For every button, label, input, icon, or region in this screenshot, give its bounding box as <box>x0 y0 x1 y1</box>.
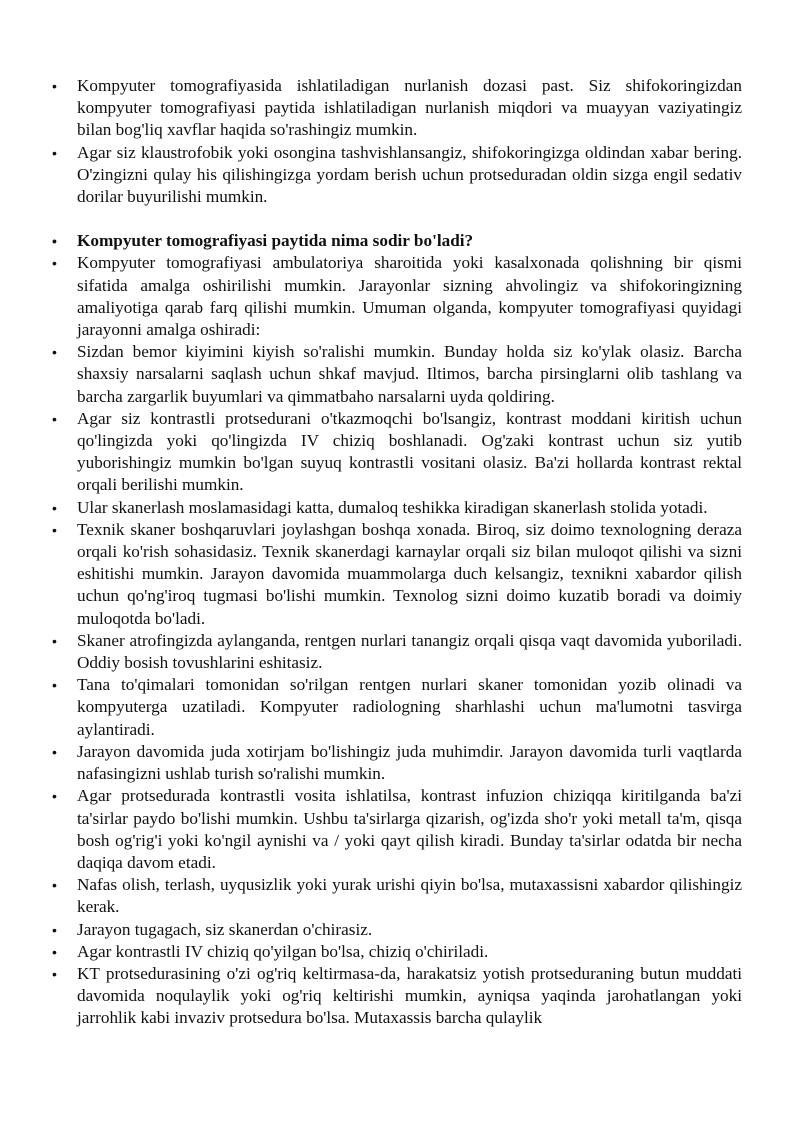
list-item: • Skaner atrofingizda aylanganda, rentgen nurlari tanangiz orqali qisqa vaqt davomida yuboriladi. Oddiy bosish tovushlarini eshitasiz. <box>77 630 742 674</box>
list-item: • Agar kontrastli IV chiziq qo'yilgan bo'lsa, chiziq o'chiriladi. <box>77 941 742 963</box>
list-item: • Jarayon tugagach, siz skanerdan o'chirasiz. <box>77 919 742 941</box>
bullet-list-intro <box>77 75 742 208</box>
list-item: • Ular skanerlash moslamasidagi katta, dumaloq teshikka kiradigan skanerlash stolida yotadi. <box>77 497 742 519</box>
paragraph-gap <box>77 208 742 230</box>
list-item: • Sizdan bemor kiyimini kiyish so'ralishi mumkin. Bunday holda siz ko'ylak olasiz. Barcha shaxsiy narsalarni saqlash uchun shkaf mavjud. Iltimos, barcha pirsinglarni olib tashlang va barcha zargarlik buyumlari va qimmatbaho narsalarni uyda qoldiring. <box>77 341 742 408</box>
list-item: • Kompyuter tomografiyasi ambulatoriya sharoitida yoki kasalxonada qolishning bir qismi sifatida amalga oshirilishi mumkin. Jarayonlar sizning ahvolingiz va shifokoringizning amaliyotiga qarab farq qilishi mumkin. Umuman olganda, kompyuter tomografiyasi quyidagi jarayonni amalga oshiradi: <box>77 252 742 341</box>
list-item: • Jarayon davomida juda xotirjam bo'lishingiz juda muhimdir. Jarayon davomida turli vaqtlarda nafasingizni ushlab turish so'ralishi mumkin. <box>77 741 742 785</box>
list-item: • Kompyuter tomografiyasida ishlatiladigan nurlanish dozasi past. Siz shifokoringizdan kompyuter tomografiyasi paytida ishlatiladigan nurlanish miqdori va muayyan vaziyatingiz bilan bog'liq xavflar haqida so'rashingiz mumkin. <box>77 75 742 142</box>
document-body <box>77 75 742 1030</box>
bullet-list-procedure <box>77 230 742 1029</box>
list-item: • Agar siz kontrastli protsedurani o'tkazmoqchi bo'lsangiz, kontrast moddani kiritish uchun qo'lingizda yoki qo'lingizda IV chiziq boshlanadi. Og'zaki kontrast uchun siz yutib yuborishingiz mumkin bo'lgan suyuq kontrastli vositani olasiz. Ba'zi hollarda kontrast rektal orqali berilishi mumkin. <box>77 408 742 497</box>
list-item: • Agar siz klaustrofobik yoki osongina tashvishlansangiz, shifokoringizga oldindan xabar bering. O'zingizni qulay his qilishingizga yordam berish uchun protseduradan oldin sizga engil sedativ dorilar buyurilishi mumkin. <box>77 142 742 209</box>
list-item: • KT protsedurasining o'zi og'riq keltirmasa-da, harakatsiz yotish protseduraning butun muddati davomida noqulaylik yoki og'riq keltirishi mumkin, ayniqsa yaqinda jarohatlangan yoki jarrohlik kabi invaziv protsedura bo'lsa. Mutaxassis barcha qulaylik <box>77 963 742 1030</box>
list-item: • Tana to'qimalari tomonidan so'rilgan rentgen nurlari skaner tomonidan yozib olinadi va kompyuterga uzatiladi. Kompyuter radiologning sharhlashi uchun ma'lumotni tasvirga aylantiradi. <box>77 674 742 741</box>
list-item: • Texnik skaner boshqaruvlari joylashgan boshqa xonada. Biroq, siz doimo texnologning deraza orqali ko'rish sohasidasiz. Texnik skanerdagi karnaylar orqali siz bilan muloqot qilishi va sizni eshitishi mumkin. Jarayon davomida muammolarga duch kelsangiz, texnikni xabardor qilish uchun qo'ng'iroq tugmasi bo'lishi mumkin. Texnolog sizni doimo kuzatib boradi va doimiy muloqotda bo'ladi. <box>77 519 742 630</box>
list-item: • Agar protsedurada kontrastli vosita ishlatilsa, kontrast infuzion chiziqqa kiritilganda ba'zi ta'sirlar paydo bo'lishi mumkin. Ushbu ta'sirlarga qizarish, og'izda sho'r yoki metall ta'm, qisqa bosh og'rig'i yoki ko'ngil aynishi va / yoki qayt qilish kiradi. Bunday ta'sirlar odatda bir necha daqiqa davom etadi. <box>77 785 742 874</box>
list-item: • Nafas olish, terlash, uyqusizlik yoki yurak urishi qiyin bo'lsa, mutaxassisni xabardor qilishingiz kerak. <box>77 874 742 918</box>
section-heading: • Kompyuter tomografiyasi paytida nima sodir bo'ladi? <box>77 230 742 252</box>
